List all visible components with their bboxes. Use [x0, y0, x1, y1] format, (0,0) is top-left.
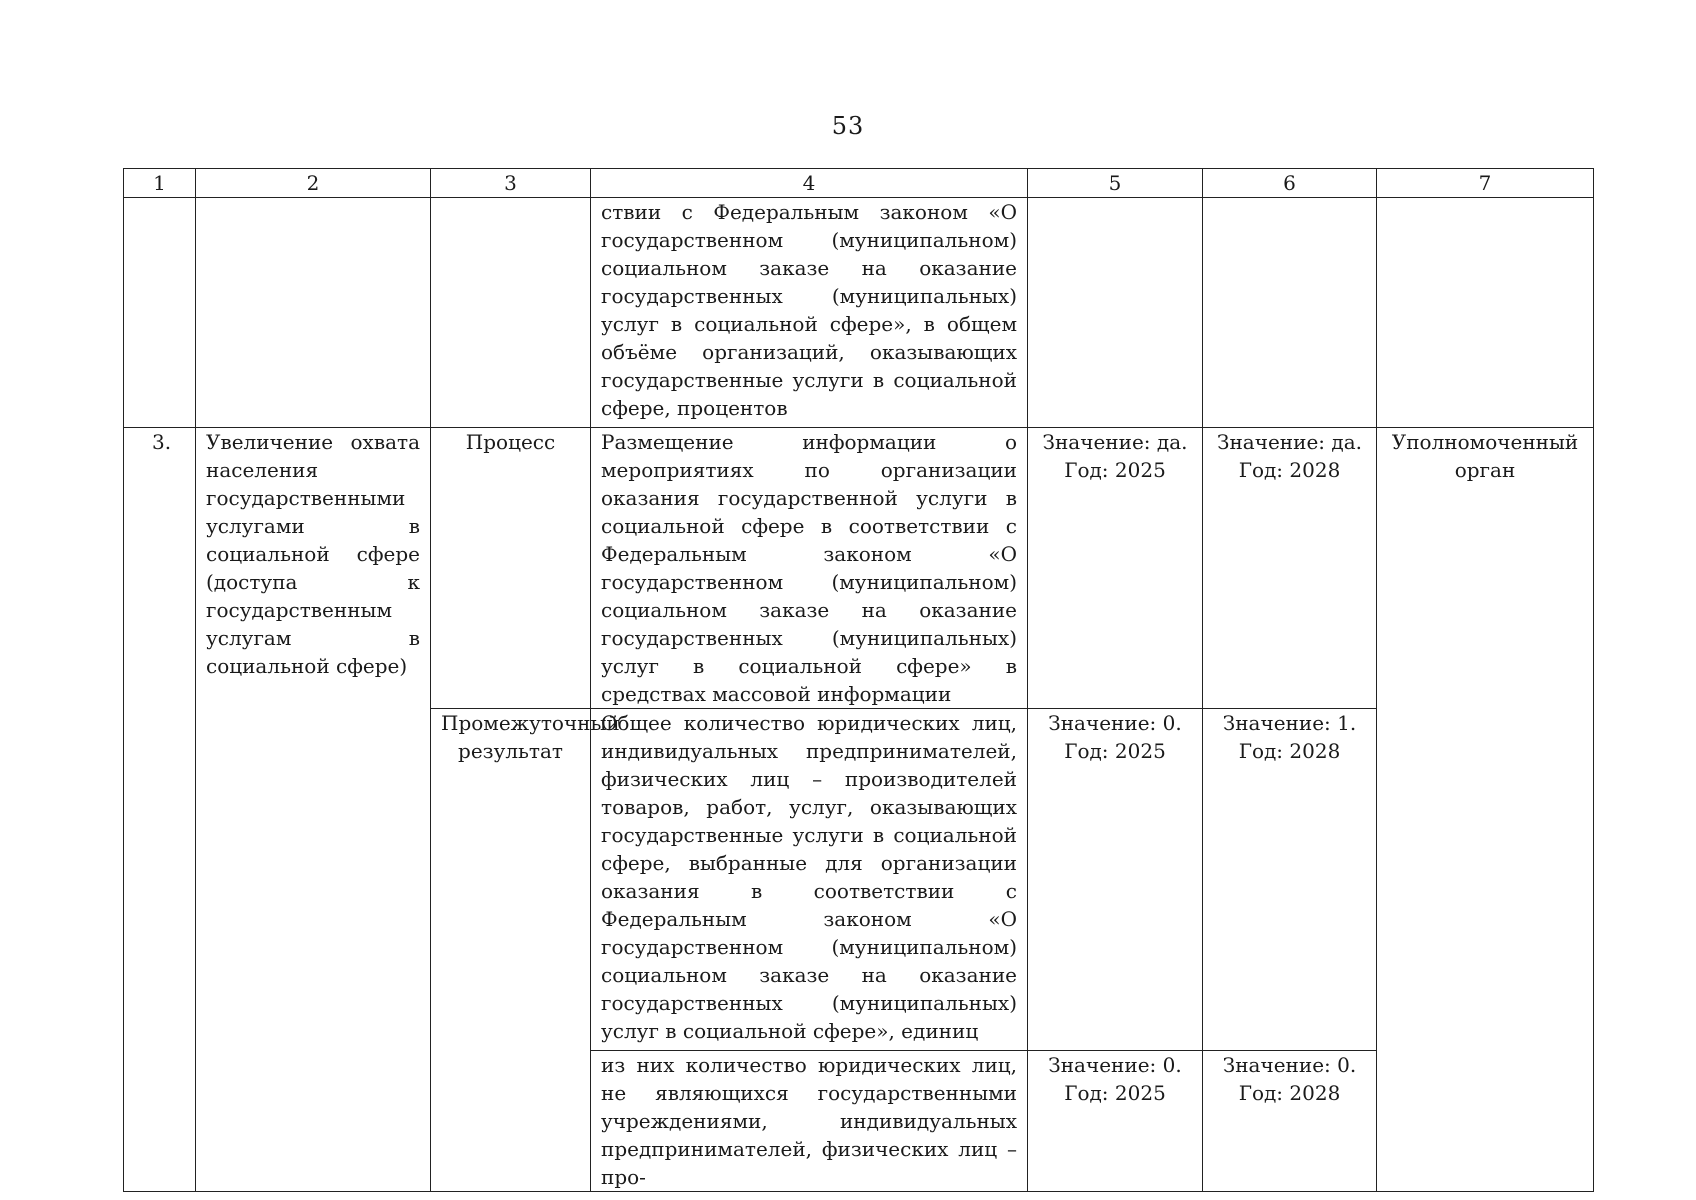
- cont-cell-6: [1203, 198, 1377, 428]
- row-number: 3.: [124, 428, 196, 1192]
- header-cell-6: 6: [1203, 169, 1377, 198]
- cont-cell-2: [196, 198, 431, 428]
- table-header-row: [124, 169, 1594, 198]
- task-description: Увеличение охвата населения государственными услугами в социальной сфере (доступа к государственным услугам в социальной сфере): [196, 428, 431, 1192]
- target-value: Значение: 0. Год: 2028: [1203, 1051, 1377, 1192]
- cont-cell-3: [431, 198, 591, 428]
- responsible-body: Уполномоченный орган: [1377, 428, 1594, 1192]
- header-cell-4: 4: [591, 169, 1028, 198]
- continuation-row: [124, 198, 1594, 428]
- indicator-description: Общее количество юридических лиц, индивидуальных предпринимателей, физических лиц – производителей товаров, работ, услуг, оказывающих государственные услуги в социальной сфере, выбранные для организации оказания в соответствии с Федеральным законом «О государственном (муниципальном) социальном заказе на оказание государственных (муниципальных) услуг в социальной сфере», единиц: [591, 709, 1028, 1051]
- table-row-3-process: [124, 428, 1594, 709]
- page-number: 53: [831, 112, 865, 140]
- target-value: Значение: 1. Год: 2028: [1203, 709, 1377, 1051]
- indicator-description: из них количество юридических лиц, не являющихся государственными учреждениями, индивидуальных предпринимателей, физических лиц – про-: [591, 1051, 1028, 1192]
- base-value: Значение: да. Год: 2025: [1028, 428, 1203, 709]
- indicator-description: Размещение информации о мероприятиях по организации оказания государственной услуги в социальной сфере в соответствии с Федеральным законом «О государственном (муниципальном) социальном заказе на оказание государственных (муниципальных) услуг в социальной сфере» в средствах массовой информации: [591, 428, 1028, 709]
- cont-cell-7: [1377, 198, 1594, 428]
- base-value: Значение: 0. Год: 2025: [1028, 1051, 1203, 1192]
- base-value: Значение: 0. Год: 2025: [1028, 709, 1203, 1051]
- header-cell-2: 2: [196, 169, 431, 198]
- header-cell-3: 3: [431, 169, 591, 198]
- cont-indicator-text: ствии с Федеральным законом «О государственном (муниципальном) социальном заказе на оказание государственных (муниципальных) услуг в социальной сфере», в общем объёме организаций, оказывающих государственные услуги в социальной сфере, процентов: [591, 198, 1028, 428]
- header-cell-5: 5: [1028, 169, 1203, 198]
- cont-cell-5: [1028, 198, 1203, 428]
- target-value: Значение: да. Год: 2028: [1203, 428, 1377, 709]
- cont-cell-1: [124, 198, 196, 428]
- indicator-type: Промежуточный результат: [431, 709, 591, 1192]
- header-cell-1: 1: [124, 169, 196, 198]
- header-cell-7: 7: [1377, 169, 1594, 198]
- indicators-table: [123, 168, 1594, 1192]
- indicator-type: Процесс: [431, 428, 591, 709]
